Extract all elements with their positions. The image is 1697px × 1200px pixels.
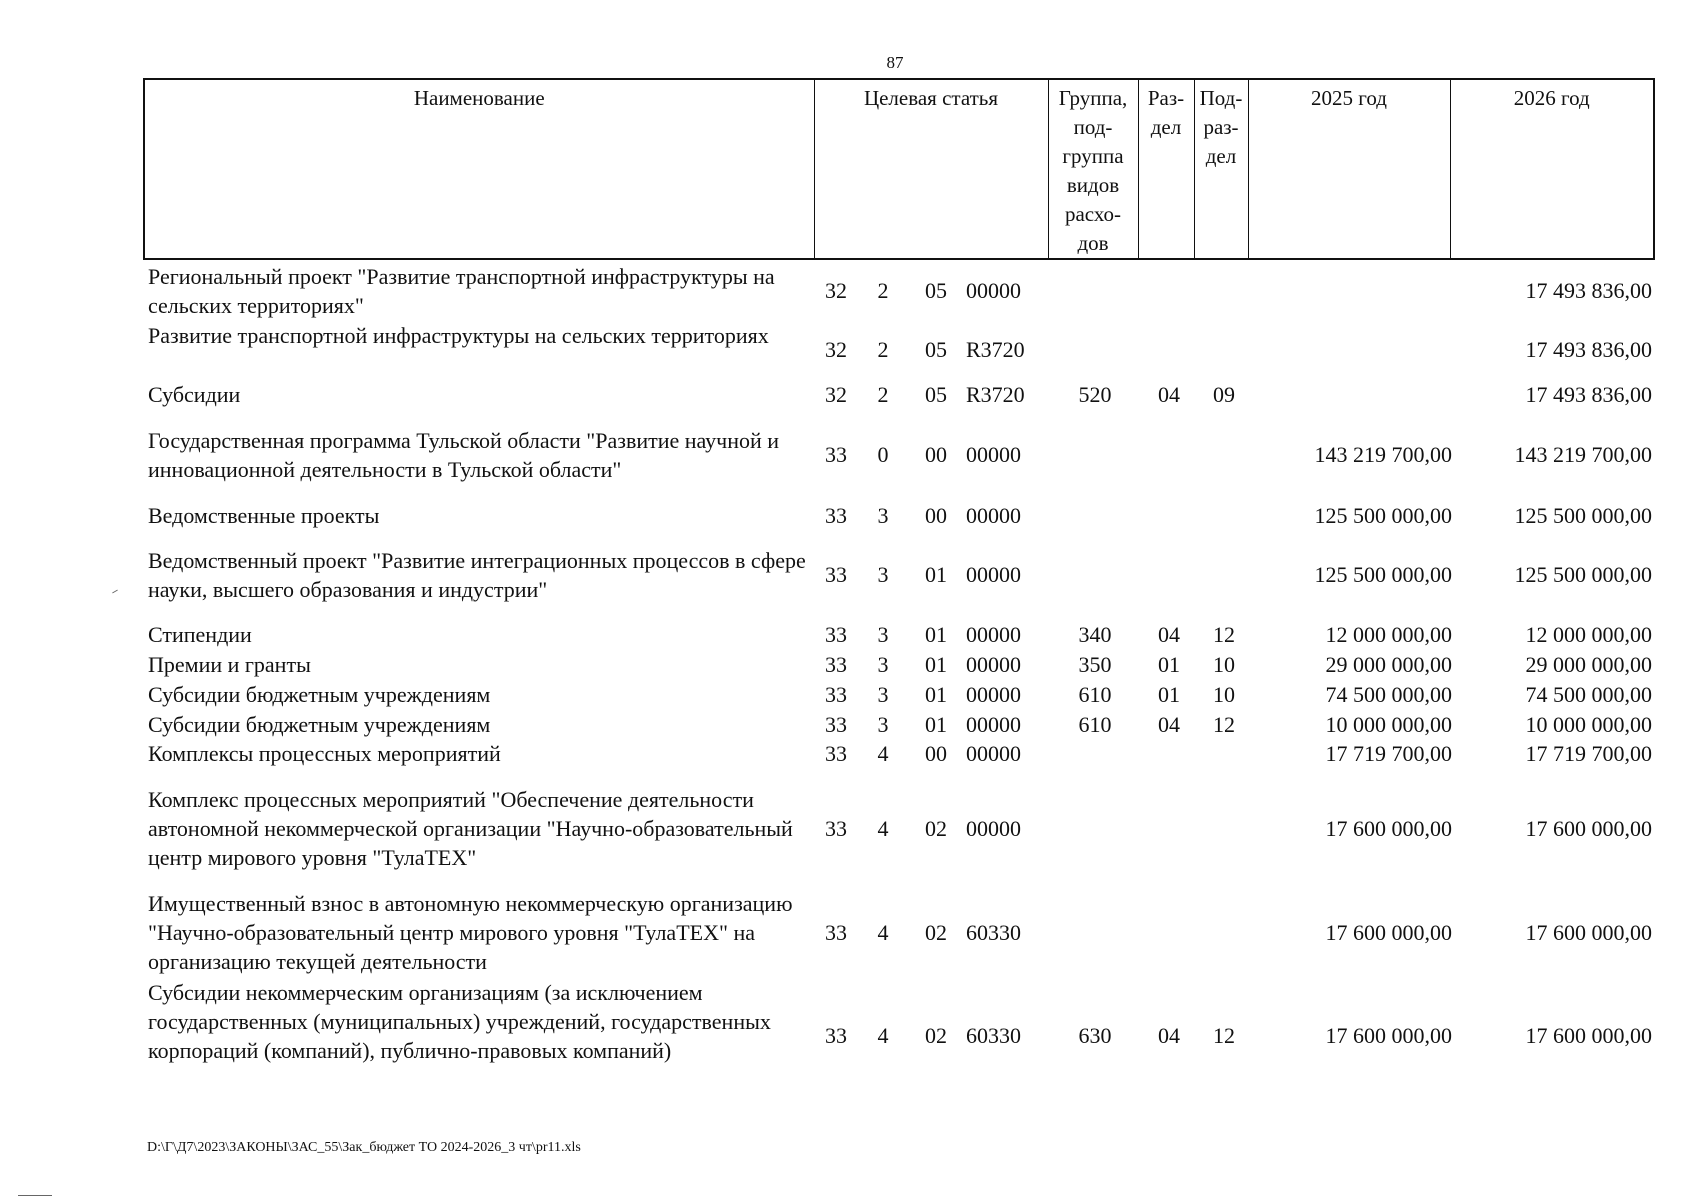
row-code-subprogram: 3 (877, 712, 889, 737)
row-amount-2026: 125 500 000,00 (1514, 503, 1652, 528)
row-subsection: 12 (1213, 1023, 1235, 1048)
file-path-footer: D:\Г\Д7\2023\ЗАКОНЫ\ЗАС_55\Зак_бюджет ТО 2024-2026_3 чт\pr11.xls (147, 1140, 581, 1155)
row-name: Государственная программа Тульской области "Развитие научной и инновационной деятельности в Тульской области" (148, 428, 780, 482)
row-code-program: 32 (825, 278, 847, 303)
row-code-subprogram: 3 (877, 503, 889, 528)
row-name: Региональный проект "Развитие транспортной инфраструктуры на сельских территориях" (148, 264, 775, 318)
row-name: Субсидии бюджетным учреждениям (148, 682, 491, 707)
table-row (0, 785, 1697, 873)
table-row (0, 501, 1697, 531)
row-amount-2026: 12 000 000,00 (1525, 622, 1652, 647)
row-code-direction: 00000 (966, 503, 1021, 528)
row-name: Премии и гранты (148, 652, 311, 677)
scan-mark (18, 1195, 52, 1196)
row-name: Субсидии некоммерческим организациям (за исключением государственных (муниципальных) учреждений, государственных корпораций (компаний), публично-правовых компаний) (148, 980, 771, 1063)
table-row (0, 710, 1697, 740)
row-code-event: 00 (925, 442, 947, 467)
row-code-subprogram: 3 (877, 652, 889, 677)
row-code-subprogram: 3 (877, 562, 889, 587)
row-amount-2025: 74 500 000,00 (1325, 682, 1452, 707)
row-amount-2026: 17 493 836,00 (1525, 278, 1652, 303)
row-subsection: 09 (1213, 382, 1235, 407)
row-code-event: 01 (925, 712, 947, 737)
row-code-subprogram: 2 (877, 382, 889, 407)
row-code-program: 33 (825, 503, 847, 528)
row-code-direction: 00000 (966, 442, 1021, 467)
page-number: 87 (886, 53, 904, 72)
row-amount-2025: 125 500 000,00 (1314, 562, 1452, 587)
table-row (0, 978, 1697, 1096)
row-subsection: 10 (1213, 652, 1235, 677)
row-code-program: 32 (825, 382, 847, 407)
row-amount-2026: 125 500 000,00 (1514, 562, 1652, 587)
row-code-event: 01 (925, 622, 947, 647)
row-code-subprogram: 3 (877, 622, 889, 647)
header-name: Наименование (144, 79, 814, 259)
row-amount-2026: 17 600 000,00 (1525, 920, 1652, 945)
row-code-event: 00 (925, 741, 947, 766)
header-year-2025: 2025 год (1248, 79, 1450, 259)
row-amount-2026: 74 500 000,00 (1525, 682, 1652, 707)
row-name: Стипендии (148, 622, 252, 647)
header-year-2026: 2026 год (1450, 79, 1654, 259)
row-code-subprogram: 2 (877, 337, 889, 362)
row-amount-2025: 17 719 700,00 (1325, 741, 1452, 766)
row-code-subprogram: 2 (877, 278, 889, 303)
row-code-program: 33 (825, 816, 847, 841)
row-code-subprogram: 4 (877, 816, 889, 841)
header-expense-group: Группа, под- группа видов расхо- дов (1048, 79, 1138, 259)
row-code-direction: 00000 (966, 278, 1021, 303)
table-row (0, 546, 1697, 604)
table-row (0, 650, 1697, 680)
row-code-program: 32 (825, 337, 847, 362)
row-code-event: 05 (925, 337, 947, 362)
row-subsection: 10 (1213, 682, 1235, 707)
row-amount-2026: 17 493 836,00 (1525, 382, 1652, 407)
table-row (0, 739, 1697, 769)
row-code-event: 01 (925, 652, 947, 677)
row-code-program: 33 (825, 712, 847, 737)
header-target-article: Целевая статья (814, 79, 1048, 259)
row-section: 01 (1158, 652, 1180, 677)
row-code-direction: 00000 (966, 741, 1021, 766)
table-row (0, 620, 1697, 650)
row-amount-2025: 17 600 000,00 (1325, 816, 1452, 841)
row-code-event: 02 (925, 1023, 947, 1048)
row-name: Субсидии бюджетным учреждениям (148, 712, 491, 737)
row-section: 04 (1158, 622, 1180, 647)
row-amount-2026: 17 493 836,00 (1525, 337, 1652, 362)
row-amount-2025: 12 000 000,00 (1325, 622, 1452, 647)
table-row (0, 380, 1697, 410)
row-expense-group: 340 (1078, 622, 1112, 647)
row-expense-group: 350 (1078, 652, 1112, 677)
row-name: Ведомственные проекты (148, 503, 380, 528)
row-name: Комплексы процессных мероприятий (148, 741, 501, 766)
row-code-program: 33 (825, 682, 847, 707)
row-amount-2025: 143 219 700,00 (1314, 442, 1452, 467)
row-amount-2026: 10 000 000,00 (1525, 712, 1652, 737)
row-code-subprogram: 3 (877, 682, 889, 707)
table-row (0, 889, 1697, 977)
row-code-direction: 00000 (966, 652, 1021, 677)
row-amount-2026: 17 600 000,00 (1525, 816, 1652, 841)
row-code-event: 01 (925, 562, 947, 587)
row-code-subprogram: 4 (877, 741, 889, 766)
row-expense-group: 610 (1078, 682, 1112, 707)
row-code-program: 33 (825, 442, 847, 467)
row-section: 04 (1158, 382, 1180, 407)
row-section: 04 (1158, 712, 1180, 737)
header-subsection: Под- раз- дел (1194, 79, 1248, 259)
row-name: Развитие транспортной инфраструктуры на сельских территориях (148, 323, 769, 348)
row-code-direction: R3720 (966, 337, 1025, 362)
row-code-subprogram: 0 (877, 442, 889, 467)
table-row (0, 262, 1697, 320)
table-row (0, 680, 1697, 710)
row-section: 04 (1158, 1023, 1180, 1048)
row-expense-group: 520 (1078, 382, 1112, 407)
row-code-program: 33 (825, 1023, 847, 1048)
row-code-direction: 60330 (966, 920, 1021, 945)
row-code-event: 05 (925, 382, 947, 407)
row-code-event: 02 (925, 920, 947, 945)
row-section: 01 (1158, 682, 1180, 707)
row-code-direction: 00000 (966, 816, 1021, 841)
table-row (0, 321, 1697, 379)
row-code-event: 05 (925, 278, 947, 303)
row-name: Ведомственный проект "Развитие интеграционных процессов в сфере науки, высшего образования и индустрии" (148, 548, 806, 602)
row-code-direction: 60330 (966, 1023, 1021, 1048)
row-code-event: 01 (925, 682, 947, 707)
row-expense-group: 630 (1078, 1023, 1112, 1048)
row-code-direction: R3720 (966, 382, 1025, 407)
row-amount-2025: 10 000 000,00 (1325, 712, 1452, 737)
row-amount-2025: 17 600 000,00 (1325, 920, 1452, 945)
row-amount-2026: 29 000 000,00 (1525, 652, 1652, 677)
row-amount-2026: 17 600 000,00 (1525, 1023, 1652, 1048)
row-name: Имущественный взнос в автономную некоммерческую организацию "Научно-образовательный центр мирового уровня "ТулаТЕХ" на организацию текущей деятельности (148, 891, 793, 974)
row-code-program: 33 (825, 622, 847, 647)
row-code-direction: 00000 (966, 622, 1021, 647)
row-amount-2026: 143 219 700,00 (1514, 442, 1652, 467)
row-subsection: 12 (1213, 712, 1235, 737)
row-code-program: 33 (825, 920, 847, 945)
row-code-event: 02 (925, 816, 947, 841)
row-name: Субсидии (148, 382, 241, 407)
row-subsection: 12 (1213, 622, 1235, 647)
row-code-event: 00 (925, 503, 947, 528)
table-row (0, 426, 1697, 484)
header-section: Раз- дел (1138, 79, 1194, 259)
row-amount-2025: 17 600 000,00 (1325, 1023, 1452, 1048)
row-code-direction: 00000 (966, 712, 1021, 737)
row-name: Комплекс процессных мероприятий "Обеспечение деятельности автономной некоммерческой организации "Научно-образовательный центр мирового уровня "ТулаТЕХ" (148, 787, 793, 870)
row-code-program: 33 (825, 562, 847, 587)
row-code-program: 33 (825, 652, 847, 677)
row-code-program: 33 (825, 741, 847, 766)
row-amount-2026: 17 719 700,00 (1525, 741, 1652, 766)
row-code-subprogram: 4 (877, 1023, 889, 1048)
row-expense-group: 610 (1078, 712, 1112, 737)
row-code-direction: 00000 (966, 682, 1021, 707)
row-code-subprogram: 4 (877, 920, 889, 945)
row-code-direction: 00000 (966, 562, 1021, 587)
row-amount-2025: 125 500 000,00 (1314, 503, 1452, 528)
row-amount-2025: 29 000 000,00 (1325, 652, 1452, 677)
